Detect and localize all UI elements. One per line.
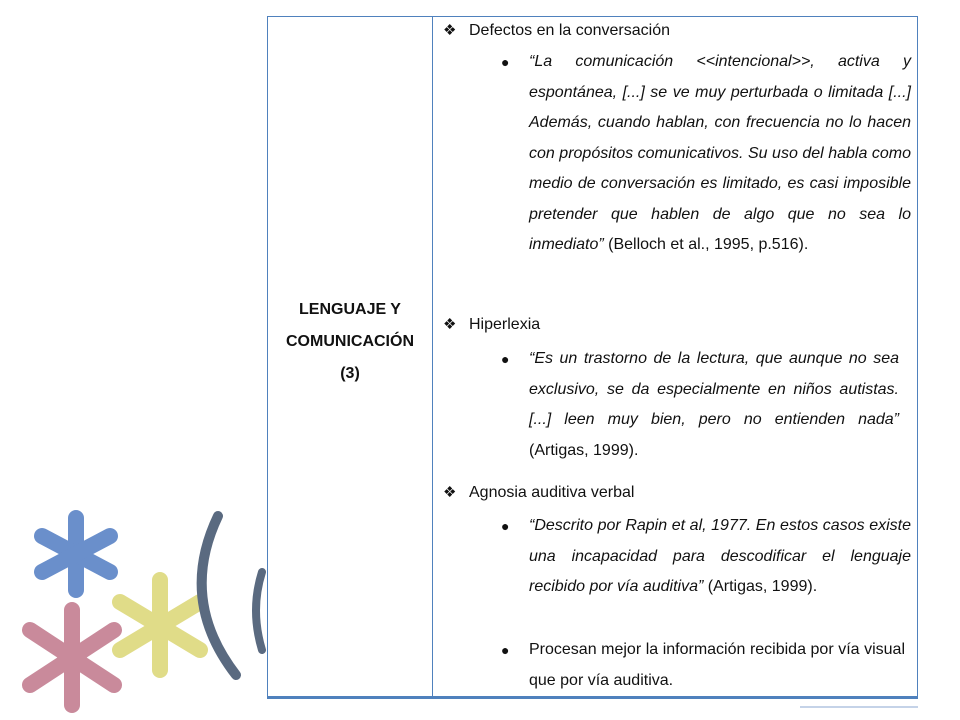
- section-title-defectos: ❖ Defectos en la conversación: [469, 19, 670, 43]
- decorative-asterisks-logo: [0, 500, 270, 720]
- category-label-line1: LENGUAJE Y: [299, 300, 401, 318]
- bullet-dot-icon: ●: [501, 351, 510, 367]
- diamond-bullet-icon: ❖: [443, 484, 457, 501]
- section-title-agnosia: ❖ Agnosia auditiva verbal: [469, 481, 634, 505]
- diamond-bullet-icon: ❖: [443, 316, 457, 333]
- category-label-line3: (3): [340, 364, 360, 382]
- bullet-dot-icon: ●: [501, 518, 510, 534]
- footer-divider: [800, 706, 918, 708]
- category-cell: [268, 17, 433, 696]
- bullet-text-hiperlexia: “Es un trastorno de la lectura, que aunque no sea exclusivo, se da especialmente en niños autistas. [...] leen muy bien, pero no entienden nada” (Artigas, 1999).: [529, 350, 899, 459]
- section-title-hiperlexia: ❖ Hiperlexia: [469, 313, 540, 337]
- category-label-line2: COMUNICACIÓN: [286, 332, 414, 350]
- content-table: [267, 16, 918, 699]
- blue-asterisk-icon: [42, 518, 110, 590]
- bullet-dot-icon: ●: [501, 54, 510, 70]
- pink-asterisk-icon: [30, 610, 114, 705]
- bullet-text-defectos: “La comunicación <<intencional>>, activa y espontánea, [...] se ve muy perturbada o limitada [...] Además, cuando hablan, con frecuencia no lo hacen con propósitos comunicativos. Su uso del habla como medio de conversación es limitado, es casi imposible pretender que hablen de algo que no sea lo inmediato” (Belloch et al., 1995, p.516).: [529, 53, 911, 253]
- parenthesis-icon-2: [256, 572, 262, 650]
- yellow-asterisk-icon: [120, 580, 200, 670]
- bullet-text-procesan: Procesan mejor la información recibida por vía visual que por vía auditiva.: [529, 641, 905, 689]
- diamond-bullet-icon: ❖: [443, 22, 457, 39]
- description-cell: [433, 17, 917, 696]
- bullet-dot-icon: ●: [501, 642, 510, 658]
- bullet-text-agnosia: “Descrito por Rapin et al, 1977. En estos casos existe una incapacidad para descodificar el lenguaje recibido por vía auditiva” (Artigas, 1999).: [529, 517, 911, 595]
